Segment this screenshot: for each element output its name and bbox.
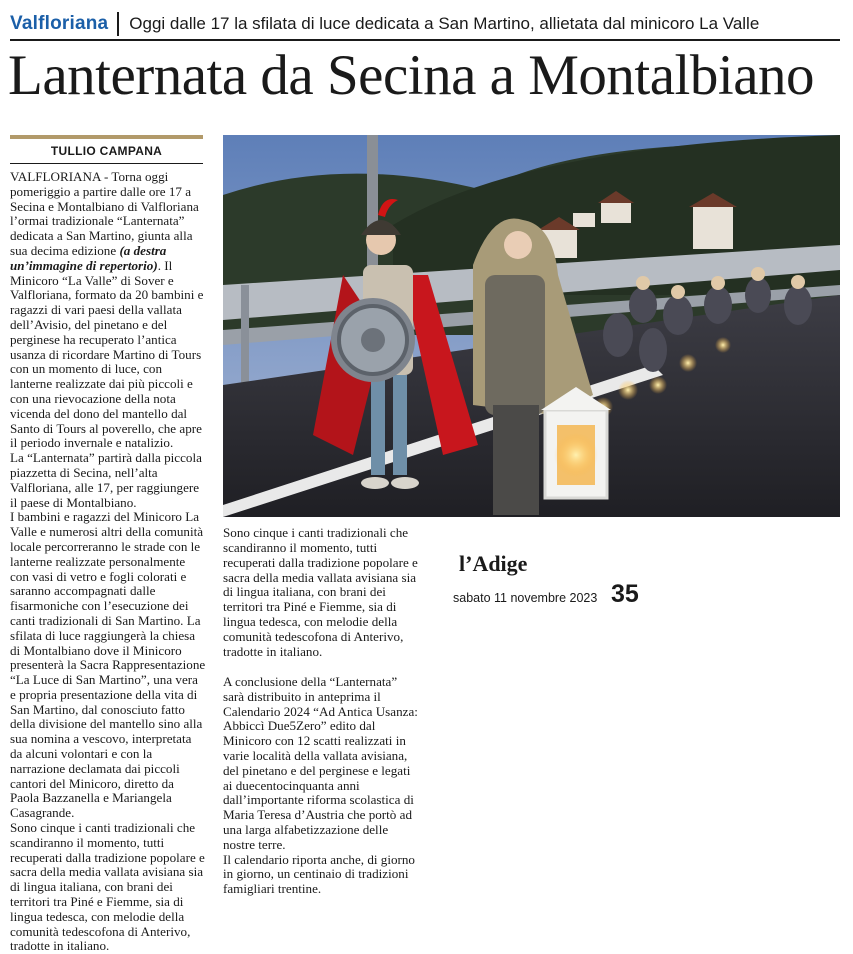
lantern-procession-photo [223,135,840,517]
article-paragraph-4: Sono cinque i canti tradizionali che scandiranno il momento, tutti recuperati dalla tradizione popolare e sacra della media vallata avisiana sia di lingua italiana, con brani dei territori tra Piné e Fiemme, sia di lingua tedesca, con melodie della comunità tedescofona di Anterivo, tradotte in italiano. [10,820,205,954]
byline-rule [10,135,203,139]
kicker-subtitle: Oggi dalle 17 la sfilata di luce dedicata a San Martino, allietata dal minicoro La Valle [129,14,760,33]
lead-text-1: VALFLORIANA - Torna oggi pomeriggio a partire dalle ore 17 a Secina e Montalbiano di Valfloriana l’ormai tradizionale “Lanternata” dedicata a San Martino, giunta alla sua decima edizione [10,169,199,258]
article-photo [223,135,840,517]
masthead: l’Adige [459,551,528,576]
article-column-1 [10,169,206,954]
kicker-bar [10,9,840,41]
section-label: Valfloriana [10,13,109,34]
lead-text-2: . Il Minicoro “La Valle” di Sover e Valfloriana, formato da 20 bambini e ragazzi di vari paesi della vallata dell’Avisio, del pinetano e del perginese ha recuperato l’antica usanza di ricordare Martino di Tours con un momento di luce, con lanterne realizzate dai più piccoli e con una rievocazione della nota vicenda del dono del mantello dal Santo di Tours al poverello, che apre il periodo invernale e natalizio. [10,257,204,451]
byline: TULLIO CAMPANA [50,144,163,158]
article-paragraph-5: A conclusione della “Lanternata” sarà distribuito in anteprima il Calendario 2024 “Ad Antica Usanza: Abbiccì Due5Zero” edito dal Minicoro con 12 scatti realizzati in varie località della vallata avisiana, del pinetano e del perginese e legati ai duecentocinquanta anni dall’importante riforma scolastica di Maria Teresa d’Austria che portò ad una larga alfabetizzazione delle nostre terre. [223,674,418,852]
article-lead [10,170,206,451]
headline: Lanternata da Secina a Montalbiano [8,44,814,107]
article-paragraph-2: La “Lanternata” partirà dalla piccola piazzetta di Secina, nell’alta Valfloriana, alle 17, per raggiungere il paese di Montalbiano. [10,450,202,510]
article-column-2 [223,525,419,897]
kicker-divider [117,12,119,36]
article-paragraph-4-cont [223,525,419,675]
paragraph-4-overflow: Sono cinque i canti tradizionali che scandiranno il momento, tutti recuperati dalla tradizione popolare e sacra della media vallata avisiana sia di lingua italiana, con brani dei territori tra Piné e Fiemme, sia di lingua tedesca, con melodie della comunità tedescofona di Anterivo, tradotte in italiano. [223,525,418,659]
byline-divider [10,163,203,164]
article-paragraph-6: Il calendario riporta anche, di giorno in giorno, un centinaio di tradizioni famigliari trentine. [223,851,415,897]
lead-note: (a destra un’immagine di repertorio) [10,242,167,273]
article-paragraph-3: I bambini e ragazzi del Minicoro La Valle e numerosi altri della comunità locale percorreranno le strade con le lanterne realizzate personalmente con vasi di vetro e fogli colorati e saranno accompagnati dalle fisarmoniche con l’esecuzione dei canti tradizionali di San Martino. La sfilata di luce raggiungerà la chiesa di Montalbiano dove il Minicoro presenterà la Sacra Rappresentazione “La Luce di San Martino”, una vera e propria presentazione della vita di San Martino, dal conosciuto fatto della divisione del mantello sino alla sua nomina a vescovo, interpretata da alcuni volontari e con la narrazione declamata dai piccoli cantori del Minicoro, diretto da Paola Bazzanella e Mariangela Casagrande. [10,509,206,821]
issue-date: sabato 11 novembre 2023 [453,591,598,605]
page-number: 35 [611,580,639,608]
